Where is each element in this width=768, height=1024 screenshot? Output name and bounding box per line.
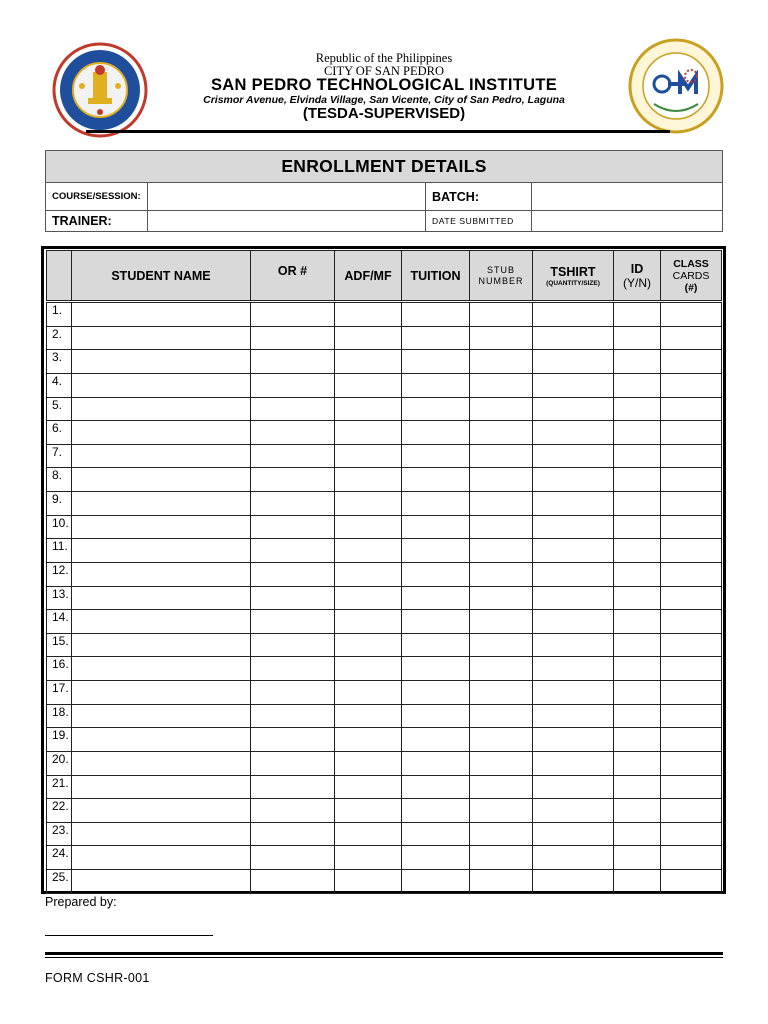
adf-mf-cell[interactable] <box>335 562 402 586</box>
row-number: 21. <box>47 775 72 799</box>
id-cell[interactable] <box>614 326 661 350</box>
adf-mf-cell[interactable] <box>335 681 402 705</box>
or-cell[interactable] <box>251 515 335 539</box>
stub-number-cell[interactable] <box>470 822 533 846</box>
stub-number-cell[interactable] <box>470 657 533 681</box>
tuition-cell[interactable] <box>402 397 470 421</box>
stub-number-cell[interactable] <box>470 326 533 350</box>
or-cell[interactable] <box>251 728 335 752</box>
class-cards-cell[interactable] <box>661 870 722 894</box>
prepared-by-label: Prepared by: <box>45 895 117 909</box>
stub-number-cell[interactable] <box>470 444 533 468</box>
id-cell[interactable] <box>614 751 661 775</box>
tshirt-label: TSHIRT <box>550 264 596 279</box>
class-cards-cell[interactable] <box>661 704 722 728</box>
id-cell[interactable] <box>614 444 661 468</box>
id-cell[interactable] <box>614 657 661 681</box>
table-row <box>47 326 722 350</box>
tuition-cell[interactable] <box>402 421 470 445</box>
stub-number-cell[interactable] <box>470 704 533 728</box>
table-row <box>47 421 722 445</box>
stub-number-cell[interactable] <box>470 373 533 397</box>
adf-mf-cell[interactable] <box>335 303 402 327</box>
table-row <box>47 492 722 516</box>
tshirt-cell[interactable] <box>533 492 614 516</box>
student-name-cell[interactable] <box>72 775 251 799</box>
student-name-cell[interactable] <box>72 633 251 657</box>
enrollment-details-box <box>45 150 723 232</box>
or-cell[interactable] <box>251 421 335 445</box>
table-row <box>47 704 722 728</box>
class-cards-cell[interactable] <box>661 586 722 610</box>
table-row <box>47 397 722 421</box>
tuition-cell[interactable] <box>402 610 470 634</box>
date-submitted-field[interactable] <box>532 211 722 231</box>
or-cell[interactable] <box>251 775 335 799</box>
class-cards-cell[interactable] <box>661 468 722 492</box>
tshirt-cell[interactable] <box>533 303 614 327</box>
stub-number-cell[interactable] <box>470 775 533 799</box>
stub-number-cell[interactable] <box>470 633 533 657</box>
table-row <box>47 870 722 894</box>
tuition-cell[interactable] <box>402 562 470 586</box>
adf-mf-cell[interactable] <box>335 822 402 846</box>
or-cell[interactable] <box>251 657 335 681</box>
id-header <box>614 251 661 301</box>
id-cell[interactable] <box>614 586 661 610</box>
table-row <box>47 350 722 374</box>
class-cards-cell[interactable] <box>661 539 722 563</box>
id-cell[interactable] <box>614 350 661 374</box>
stub-number-cell[interactable] <box>470 468 533 492</box>
student-name-cell[interactable] <box>72 657 251 681</box>
or-cell[interactable] <box>251 610 335 634</box>
or-cell[interactable] <box>251 822 335 846</box>
student-name-cell[interactable] <box>72 704 251 728</box>
cards-label: CARDS <box>672 269 710 282</box>
details-title: ENROLLMENT DETAILS <box>46 151 722 183</box>
class-cards-cell[interactable] <box>661 444 722 468</box>
student-name-cell[interactable] <box>72 421 251 445</box>
tshirt-cell[interactable] <box>533 421 614 445</box>
id-cell[interactable] <box>614 562 661 586</box>
table-row <box>47 633 722 657</box>
table-row <box>47 610 722 634</box>
tuition-cell[interactable] <box>402 704 470 728</box>
tshirt-cell[interactable] <box>533 775 614 799</box>
class-cards-cell[interactable] <box>661 728 722 752</box>
table-row <box>47 775 722 799</box>
tuition-cell[interactable] <box>402 492 470 516</box>
tshirt-cell[interactable] <box>533 704 614 728</box>
row-number: 16. <box>47 657 72 681</box>
enrollment-table <box>46 250 722 894</box>
row-number: 10. <box>47 515 72 539</box>
tuition-cell[interactable] <box>402 515 470 539</box>
stub-number-cell[interactable] <box>470 492 533 516</box>
id-cell[interactable] <box>614 539 661 563</box>
hash-label: (#) <box>684 281 698 294</box>
table-row <box>47 373 722 397</box>
date-submitted-label: DATE SUBMITTED <box>426 211 532 231</box>
student-name-cell[interactable] <box>72 350 251 374</box>
or-cell[interactable] <box>251 373 335 397</box>
student-name-cell[interactable] <box>72 468 251 492</box>
stub-label: STUB <box>486 264 515 275</box>
student-name-cell[interactable] <box>72 303 251 327</box>
row-number: 17. <box>47 681 72 705</box>
footer-divider-thick <box>45 952 723 955</box>
trainer-label: TRAINER: <box>46 211 148 231</box>
tshirt-cell[interactable] <box>533 373 614 397</box>
table-header-row <box>47 251 722 301</box>
adf-mf-cell[interactable] <box>335 870 402 894</box>
table-row <box>47 681 722 705</box>
tshirt-cell[interactable] <box>533 728 614 752</box>
tuition-cell[interactable] <box>402 373 470 397</box>
or-cell[interactable] <box>251 704 335 728</box>
adf-mf-header: ADF/MF <box>335 251 402 301</box>
or-cell[interactable] <box>251 492 335 516</box>
adf-mf-cell[interactable] <box>335 397 402 421</box>
stub-number-cell[interactable] <box>470 421 533 445</box>
student-name-cell[interactable] <box>72 728 251 752</box>
table-row <box>47 657 722 681</box>
student-name-cell[interactable] <box>72 515 251 539</box>
class-cards-cell[interactable] <box>661 799 722 823</box>
table-row <box>47 846 722 870</box>
class-cards-cell[interactable] <box>661 681 722 705</box>
adf-mf-cell[interactable] <box>335 799 402 823</box>
tuition-cell[interactable] <box>402 539 470 563</box>
class-cards-cell[interactable] <box>661 751 722 775</box>
adf-mf-cell[interactable] <box>335 586 402 610</box>
class-cards-cell[interactable] <box>661 350 722 374</box>
student-name-header: STUDENT NAME <box>72 251 251 301</box>
tshirt-cell[interactable] <box>533 751 614 775</box>
student-name-cell[interactable] <box>72 681 251 705</box>
row-number: 7. <box>47 444 72 468</box>
class-cards-cell[interactable] <box>661 421 722 445</box>
class-cards-cell[interactable] <box>661 562 722 586</box>
adf-mf-cell[interactable] <box>335 704 402 728</box>
student-name-cell[interactable] <box>72 846 251 870</box>
student-name-cell[interactable] <box>72 444 251 468</box>
adf-mf-cell[interactable] <box>335 468 402 492</box>
or-cell[interactable] <box>251 539 335 563</box>
id-cell[interactable] <box>614 492 661 516</box>
or-cell[interactable] <box>251 397 335 421</box>
tshirt-cell[interactable] <box>533 586 614 610</box>
tuition-cell[interactable] <box>402 846 470 870</box>
stub-number-cell[interactable] <box>470 870 533 894</box>
tshirt-cell[interactable] <box>533 633 614 657</box>
class-cards-cell[interactable] <box>661 303 722 327</box>
row-number: 15. <box>47 633 72 657</box>
stub-number-cell[interactable] <box>470 397 533 421</box>
or-cell[interactable] <box>251 870 335 894</box>
footer-divider-thin <box>45 957 723 958</box>
id-sub-label: (Y/N) <box>623 275 651 290</box>
tshirt-cell[interactable] <box>533 515 614 539</box>
class-cards-cell[interactable] <box>661 373 722 397</box>
student-name-cell[interactable] <box>72 492 251 516</box>
stub-number-cell[interactable] <box>470 846 533 870</box>
student-name-cell[interactable] <box>72 586 251 610</box>
student-name-cell[interactable] <box>72 539 251 563</box>
class-cards-cell[interactable] <box>661 846 722 870</box>
student-name-cell[interactable] <box>72 799 251 823</box>
student-name-cell[interactable] <box>72 822 251 846</box>
tuition-cell[interactable] <box>402 444 470 468</box>
table-row <box>47 303 722 327</box>
table-row <box>47 539 722 563</box>
class-cards-cell[interactable] <box>661 610 722 634</box>
stub-number-cell[interactable] <box>470 751 533 775</box>
table-row <box>47 822 722 846</box>
tuition-cell[interactable] <box>402 633 470 657</box>
row-number: 13. <box>47 586 72 610</box>
class-cards-cell[interactable] <box>661 822 722 846</box>
stub-number-cell[interactable] <box>470 562 533 586</box>
adf-mf-cell[interactable] <box>335 421 402 445</box>
tshirt-cell[interactable] <box>533 539 614 563</box>
or-cell[interactable] <box>251 751 335 775</box>
table-row <box>47 799 722 823</box>
id-cell[interactable] <box>614 681 661 705</box>
stub-number-cell[interactable] <box>470 539 533 563</box>
tuition-cell[interactable] <box>402 326 470 350</box>
or-cell[interactable] <box>251 562 335 586</box>
class-cards-cell[interactable] <box>661 492 722 516</box>
tuition-cell[interactable] <box>402 870 470 894</box>
table-row <box>47 515 722 539</box>
row-number: 19. <box>47 728 72 752</box>
tuition-cell[interactable] <box>402 822 470 846</box>
or-cell[interactable] <box>251 326 335 350</box>
id-cell[interactable] <box>614 468 661 492</box>
id-cell[interactable] <box>614 610 661 634</box>
class-cards-cell[interactable] <box>661 326 722 350</box>
tshirt-cell[interactable] <box>533 562 614 586</box>
trainer-field[interactable] <box>148 211 426 231</box>
student-name-cell[interactable] <box>72 610 251 634</box>
adf-mf-cell[interactable] <box>335 846 402 870</box>
row-number: 4. <box>47 373 72 397</box>
student-name-cell[interactable] <box>72 870 251 894</box>
table-row <box>47 751 722 775</box>
row-number: 25. <box>47 870 72 894</box>
row-number: 8. <box>47 468 72 492</box>
class-cards-cell[interactable] <box>661 775 722 799</box>
stub-number-cell[interactable] <box>470 586 533 610</box>
tuition-cell[interactable] <box>402 728 470 752</box>
tuition-cell[interactable] <box>402 350 470 374</box>
id-label: ID <box>630 261 644 276</box>
table-body <box>47 303 722 894</box>
id-cell[interactable] <box>614 633 661 657</box>
course-label: COURSE/SESSION: <box>46 183 148 211</box>
or-cell[interactable] <box>251 586 335 610</box>
adf-mf-cell[interactable] <box>335 492 402 516</box>
row-number: 14. <box>47 610 72 634</box>
class-cards-header <box>661 251 722 301</box>
or-cell[interactable] <box>251 681 335 705</box>
row-number: 23. <box>47 822 72 846</box>
city-text: CITY OF SAN PEDRO <box>323 64 445 78</box>
supervision-text: (TESDA-SUPERVISED) <box>302 105 466 122</box>
or-cell[interactable] <box>251 350 335 374</box>
tuition-cell[interactable] <box>402 586 470 610</box>
student-name-cell[interactable] <box>72 397 251 421</box>
stub-number-cell[interactable] <box>470 799 533 823</box>
id-cell[interactable] <box>614 822 661 846</box>
republic-text: Republic of the Philippines <box>315 51 453 65</box>
id-cell[interactable] <box>614 373 661 397</box>
row-number: 5. <box>47 397 72 421</box>
stub-number-header <box>470 251 533 301</box>
tuition-cell[interactable] <box>402 303 470 327</box>
row-number: 12. <box>47 562 72 586</box>
table-row <box>47 468 722 492</box>
stub-number-cell[interactable] <box>470 350 533 374</box>
tshirt-cell[interactable] <box>533 610 614 634</box>
id-cell[interactable] <box>614 728 661 752</box>
or-cell[interactable] <box>251 799 335 823</box>
adf-mf-cell[interactable] <box>335 657 402 681</box>
row-number: 18. <box>47 704 72 728</box>
adf-mf-cell[interactable] <box>335 444 402 468</box>
table-row <box>47 586 722 610</box>
student-name-cell[interactable] <box>72 373 251 397</box>
adf-mf-cell[interactable] <box>335 751 402 775</box>
id-cell[interactable] <box>614 846 661 870</box>
tshirt-cell[interactable] <box>533 468 614 492</box>
course-field[interactable] <box>148 183 426 211</box>
adf-mf-cell[interactable] <box>335 633 402 657</box>
adf-mf-cell[interactable] <box>335 326 402 350</box>
signature-line[interactable] <box>45 935 213 936</box>
or-cell[interactable] <box>251 303 335 327</box>
class-cards-cell[interactable] <box>661 633 722 657</box>
or-cell[interactable] <box>251 444 335 468</box>
student-name-cell[interactable] <box>72 751 251 775</box>
address-text: Crismor Avenue, Elvinda Village, San Vicente, City of San Pedro, Laguna <box>203 94 565 106</box>
or-cell[interactable] <box>251 468 335 492</box>
tshirt-cell[interactable] <box>533 397 614 421</box>
student-name-cell[interactable] <box>72 326 251 350</box>
number-label: NUMBER <box>478 275 524 286</box>
tshirt-cell[interactable] <box>533 799 614 823</box>
or-cell[interactable] <box>251 846 335 870</box>
tuition-cell[interactable] <box>402 681 470 705</box>
row-number: 9. <box>47 492 72 516</box>
tshirt-cell[interactable] <box>533 326 614 350</box>
class-cards-cell[interactable] <box>661 515 722 539</box>
id-cell[interactable] <box>614 397 661 421</box>
adf-mf-cell[interactable] <box>335 775 402 799</box>
class-label: CLASS <box>673 257 709 270</box>
row-number: 24. <box>47 846 72 870</box>
adf-mf-cell[interactable] <box>335 610 402 634</box>
adf-mf-cell[interactable] <box>335 539 402 563</box>
tuition-cell[interactable] <box>402 468 470 492</box>
or-cell[interactable] <box>251 633 335 657</box>
row-number: 6. <box>47 421 72 445</box>
tshirt-cell[interactable] <box>533 822 614 846</box>
id-cell[interactable] <box>614 775 661 799</box>
table-row <box>47 562 722 586</box>
stub-number-cell[interactable] <box>470 610 533 634</box>
row-number: 20. <box>47 751 72 775</box>
batch-label: BATCH: <box>426 183 532 211</box>
id-cell[interactable] <box>614 799 661 823</box>
id-cell[interactable] <box>614 870 661 894</box>
form-code: FORM CSHR-001 <box>45 971 150 985</box>
tuition-cell[interactable] <box>402 657 470 681</box>
tshirt-cell[interactable] <box>533 870 614 894</box>
tshirt-cell[interactable] <box>533 846 614 870</box>
batch-field[interactable] <box>532 183 722 211</box>
row-number: 22. <box>47 799 72 823</box>
tshirt-cell[interactable] <box>533 657 614 681</box>
adf-mf-cell[interactable] <box>335 373 402 397</box>
id-cell[interactable] <box>614 515 661 539</box>
table-row <box>47 444 722 468</box>
adf-mf-cell[interactable] <box>335 350 402 374</box>
id-cell[interactable] <box>614 704 661 728</box>
number-header <box>47 251 72 301</box>
institute-title: SAN PEDRO TECHNOLOGICAL INSTITUTE <box>210 76 558 94</box>
tshirt-cell[interactable] <box>533 681 614 705</box>
tuition-cell[interactable] <box>402 799 470 823</box>
id-cell[interactable] <box>614 421 661 445</box>
id-cell[interactable] <box>614 303 661 327</box>
stub-number-cell[interactable] <box>470 303 533 327</box>
stub-number-cell[interactable] <box>470 515 533 539</box>
class-cards-cell[interactable] <box>661 657 722 681</box>
stub-number-cell[interactable] <box>470 681 533 705</box>
adf-mf-cell[interactable] <box>335 515 402 539</box>
row-number: 1. <box>47 303 72 327</box>
row-number: 11. <box>47 539 72 563</box>
tuition-cell[interactable] <box>402 751 470 775</box>
row-number: 3. <box>47 350 72 374</box>
table-row <box>47 728 722 752</box>
tuition-header: TUITION <box>402 251 470 301</box>
student-name-cell[interactable] <box>72 562 251 586</box>
tshirt-sub-label: (QUANTITY/SIZE) <box>546 279 600 287</box>
header-divider <box>86 130 670 133</box>
class-cards-cell[interactable] <box>661 397 722 421</box>
adf-mf-cell[interactable] <box>335 728 402 752</box>
tshirt-header <box>533 251 614 301</box>
stub-number-cell[interactable] <box>470 728 533 752</box>
tshirt-cell[interactable] <box>533 444 614 468</box>
or-number-header: OR # <box>251 251 335 301</box>
tuition-cell[interactable] <box>402 775 470 799</box>
row-number: 2. <box>47 326 72 350</box>
tshirt-cell[interactable] <box>533 350 614 374</box>
